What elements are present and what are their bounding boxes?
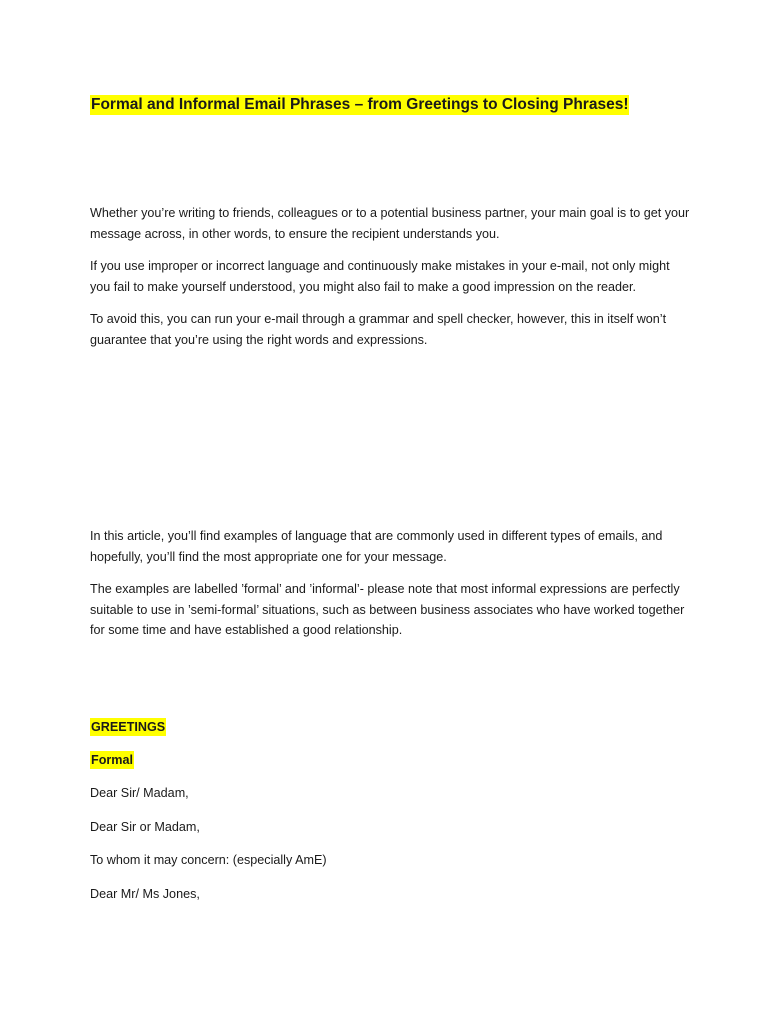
intro-paragraph-3: To avoid this, you can run your e-mail through a grammar and spell checker, however, this in itself won’t guarantee that you’re using the right words and expressions. bbox=[90, 312, 667, 347]
intro-paragraph-1: Whether you’re writing to friends, colleagues or to a potential business partner, your main goal is to get your message across, in other words, to ensure the recipient understands you. bbox=[90, 206, 690, 241]
section-heading-greetings: GREETINGS bbox=[91, 720, 166, 734]
greeting-line: Dear Sir/ Madam, bbox=[90, 786, 189, 800]
greeting-line: To whom it may concern: (especially AmE) bbox=[90, 853, 327, 867]
subsection-heading-formal: Formal bbox=[91, 753, 133, 767]
intro-paragraph-2: If you use improper or incorrect language and continuously make mistakes in your e-mail, not only might you fail to make yourself understood, you might also fail to make a good impression on the reader. bbox=[90, 259, 670, 294]
greeting-line: Dear Mr/ Ms Jones, bbox=[90, 887, 200, 901]
document-title: Formal and Informal Email Phrases – from Greetings to Closing Phrases! bbox=[91, 96, 629, 113]
article-paragraph-2: The examples are labelled ’formal’ and ’informal’- please note that most informal expressions are perfectly suitable to use in ’semi-formal’ situations, such as between business associates who have worked together for some time and have established a good relationship. bbox=[90, 582, 685, 637]
article-paragraph-1: In this article, you’ll find examples of language that are commonly used in different types of emails, and hopefully, you’ll find the most appropriate one for your message. bbox=[90, 529, 663, 564]
greeting-line: Dear Sir or Madam, bbox=[90, 820, 200, 834]
